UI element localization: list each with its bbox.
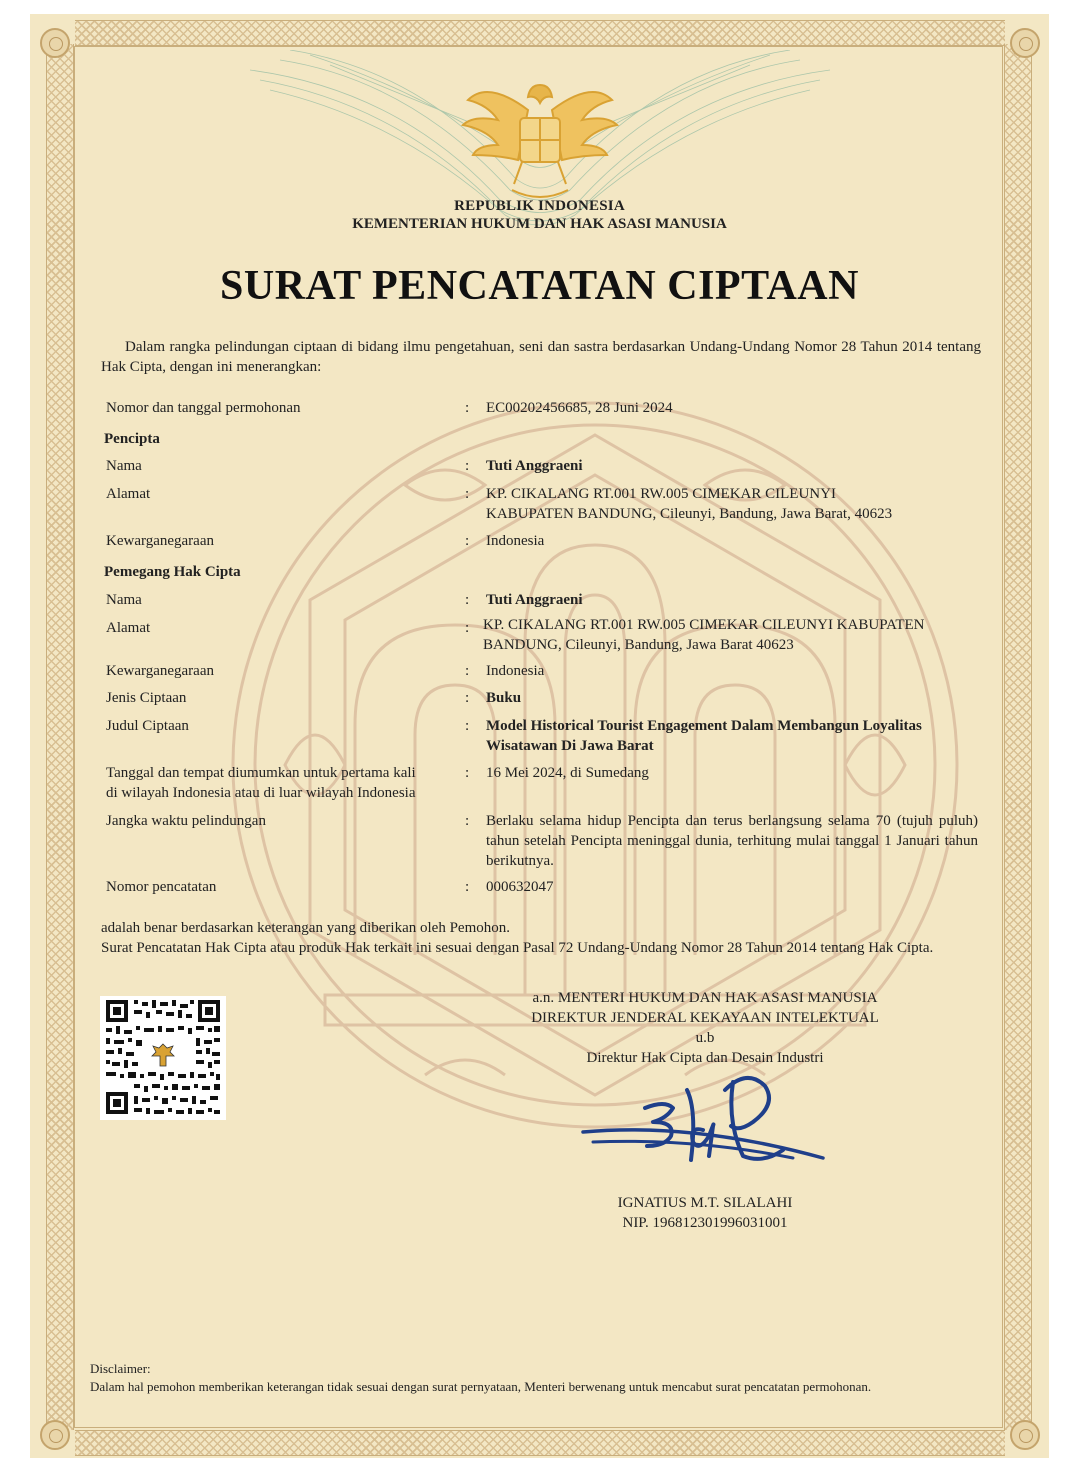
colon: : (465, 690, 470, 706)
closing-line2: Surat Pencatatan Hak Cipta atau produk Hak terkait ini sesuai dengan Pasal 72 Undang-Undang Nomor 28 Tahun 2014 tentang Hak Cipta. (101, 940, 934, 956)
colon: : (465, 533, 470, 549)
protection-label: Jangka waktu pelindungan (106, 813, 266, 829)
border-band-top (75, 20, 1005, 46)
signatory-line4: Direktur Hak Cipta dan Desain Industri (586, 1050, 824, 1066)
colon: : (465, 813, 470, 829)
signatory-line2: DIREKTUR JENDERAL KEKAYAAN INTELEKTUAL (531, 1010, 879, 1026)
creator-heading: Pencipta (104, 431, 160, 447)
corner-ornament-icon (40, 1420, 70, 1450)
holder-citizenship-label: Kewarganegaraan (106, 663, 214, 679)
signatory-line3: u.b (695, 1030, 715, 1046)
creator-address-line1: KP. CIKALANG RT.001 RW.005 CIMEKAR CILEUNYI (486, 486, 836, 502)
corner-ornament-icon (40, 28, 70, 58)
border-band-right (1004, 44, 1032, 1430)
holder-address-label: Alamat (106, 620, 151, 636)
disclaimer-text: Dalam hal pemohon memberikan keterangan tidak sesuai dengan surat pernyataan, Menteri berwenang untuk mencabut surat pencatatan permohonan. (90, 1379, 872, 1394)
creator-citizenship: Indonesia (486, 533, 545, 549)
country-heading: REPUBLIK INDONESIA (454, 198, 625, 214)
colon: : (465, 400, 470, 416)
application-label: Nomor dan tanggal permohonan (106, 400, 301, 416)
holder-address-line1: KP. CIKALANG RT.001 RW.005 CIMEKAR CILEUNYI KABUPATEN (483, 617, 925, 633)
ministry-heading: KEMENTERIAN HUKUM DAN HAK ASASI MANUSIA (352, 216, 727, 232)
holder-name: Tuti Anggraeni (486, 592, 583, 608)
work-title-line1: Model Historical Tourist Engagement Dalam Membangun Loyalitas (486, 718, 922, 734)
disclaimer-label: Disclaimer: (90, 1361, 151, 1376)
border-band-bottom (75, 1430, 1005, 1456)
holder-citizenship: Indonesia (486, 663, 545, 679)
announce-label-line2: di wilayah Indonesia atau di luar wilayah Indonesia (106, 785, 416, 801)
signatory-nip: NIP. 196812301996031001 (622, 1215, 788, 1231)
work-title-line2: Wisatawan Di Jawa Barat (486, 738, 654, 754)
colon: : (465, 765, 470, 781)
colon: : (465, 458, 470, 474)
closing-line1: adalah benar berdasarkan keterangan yang diberikan oleh Pemohon. (101, 920, 510, 936)
application-value: EC00202456685, 28 Juni 2024 (486, 400, 673, 416)
holder-address-line2: BANDUNG, Cileunyi, Bandung, Jawa Barat 40623 (483, 637, 794, 653)
creator-name: Tuti Anggraeni (486, 458, 583, 474)
colon: : (465, 620, 470, 636)
colon: : (465, 663, 470, 679)
announce-label-line1: Tanggal dan tempat diumumkan untuk pertama kali (106, 765, 416, 781)
holder-heading: Pemegang Hak Cipta (104, 564, 241, 580)
holder-name-label: Nama (106, 592, 142, 608)
corner-ornament-icon (1010, 28, 1040, 58)
border-band-left (46, 44, 74, 1430)
signature-icon (575, 1070, 840, 1180)
colon: : (465, 486, 470, 502)
creator-address-label: Alamat (106, 486, 151, 502)
colon: : (465, 718, 470, 734)
corner-ornament-icon (1010, 1420, 1040, 1450)
creator-citizenship-label: Kewarganegaraan (106, 533, 214, 549)
intro-paragraph: Dalam rangka pelindungan ciptaan di bidang ilmu pengetahuan, seni dan sastra berdasarkan Undang-Undang Nomor 28 Tahun 2014 tentang Hak Cipta, dengan ini menerangkan: (101, 339, 981, 375)
signatory-line1: a.n. MENTERI HUKUM DAN HAK ASASI MANUSIA (532, 990, 878, 1006)
protection-value: Berlaku selama hidup Pencipta dan terus berlangsung selama 70 (tujuh puluh) tahun setelah Pencipta meninggal dunia, terhitung mulai tanggal 1 Januari tahun berikutnya. (486, 813, 978, 869)
creator-address-line2: KABUPATEN BANDUNG, Cileunyi, Bandung, Jawa Barat, 40623 (486, 506, 893, 522)
creator-name-label: Nama (106, 458, 142, 474)
work-title-label: Judul Ciptaan (106, 718, 189, 734)
colon: : (465, 592, 470, 608)
page-title: SURAT PENCATATAN CIPTAAN (220, 263, 859, 309)
work-type-label: Jenis Ciptaan (106, 690, 187, 706)
record-label: Nomor pencatatan (106, 879, 217, 895)
record-value: 000632047 (486, 879, 554, 895)
announce-value: 16 Mei 2024, di Sumedang (486, 765, 649, 781)
qr-code-icon (100, 996, 226, 1120)
colon: : (465, 879, 470, 895)
signatory-name: IGNATIUS M.T. SILALAHI (617, 1195, 793, 1211)
work-type: Buku (486, 690, 522, 706)
